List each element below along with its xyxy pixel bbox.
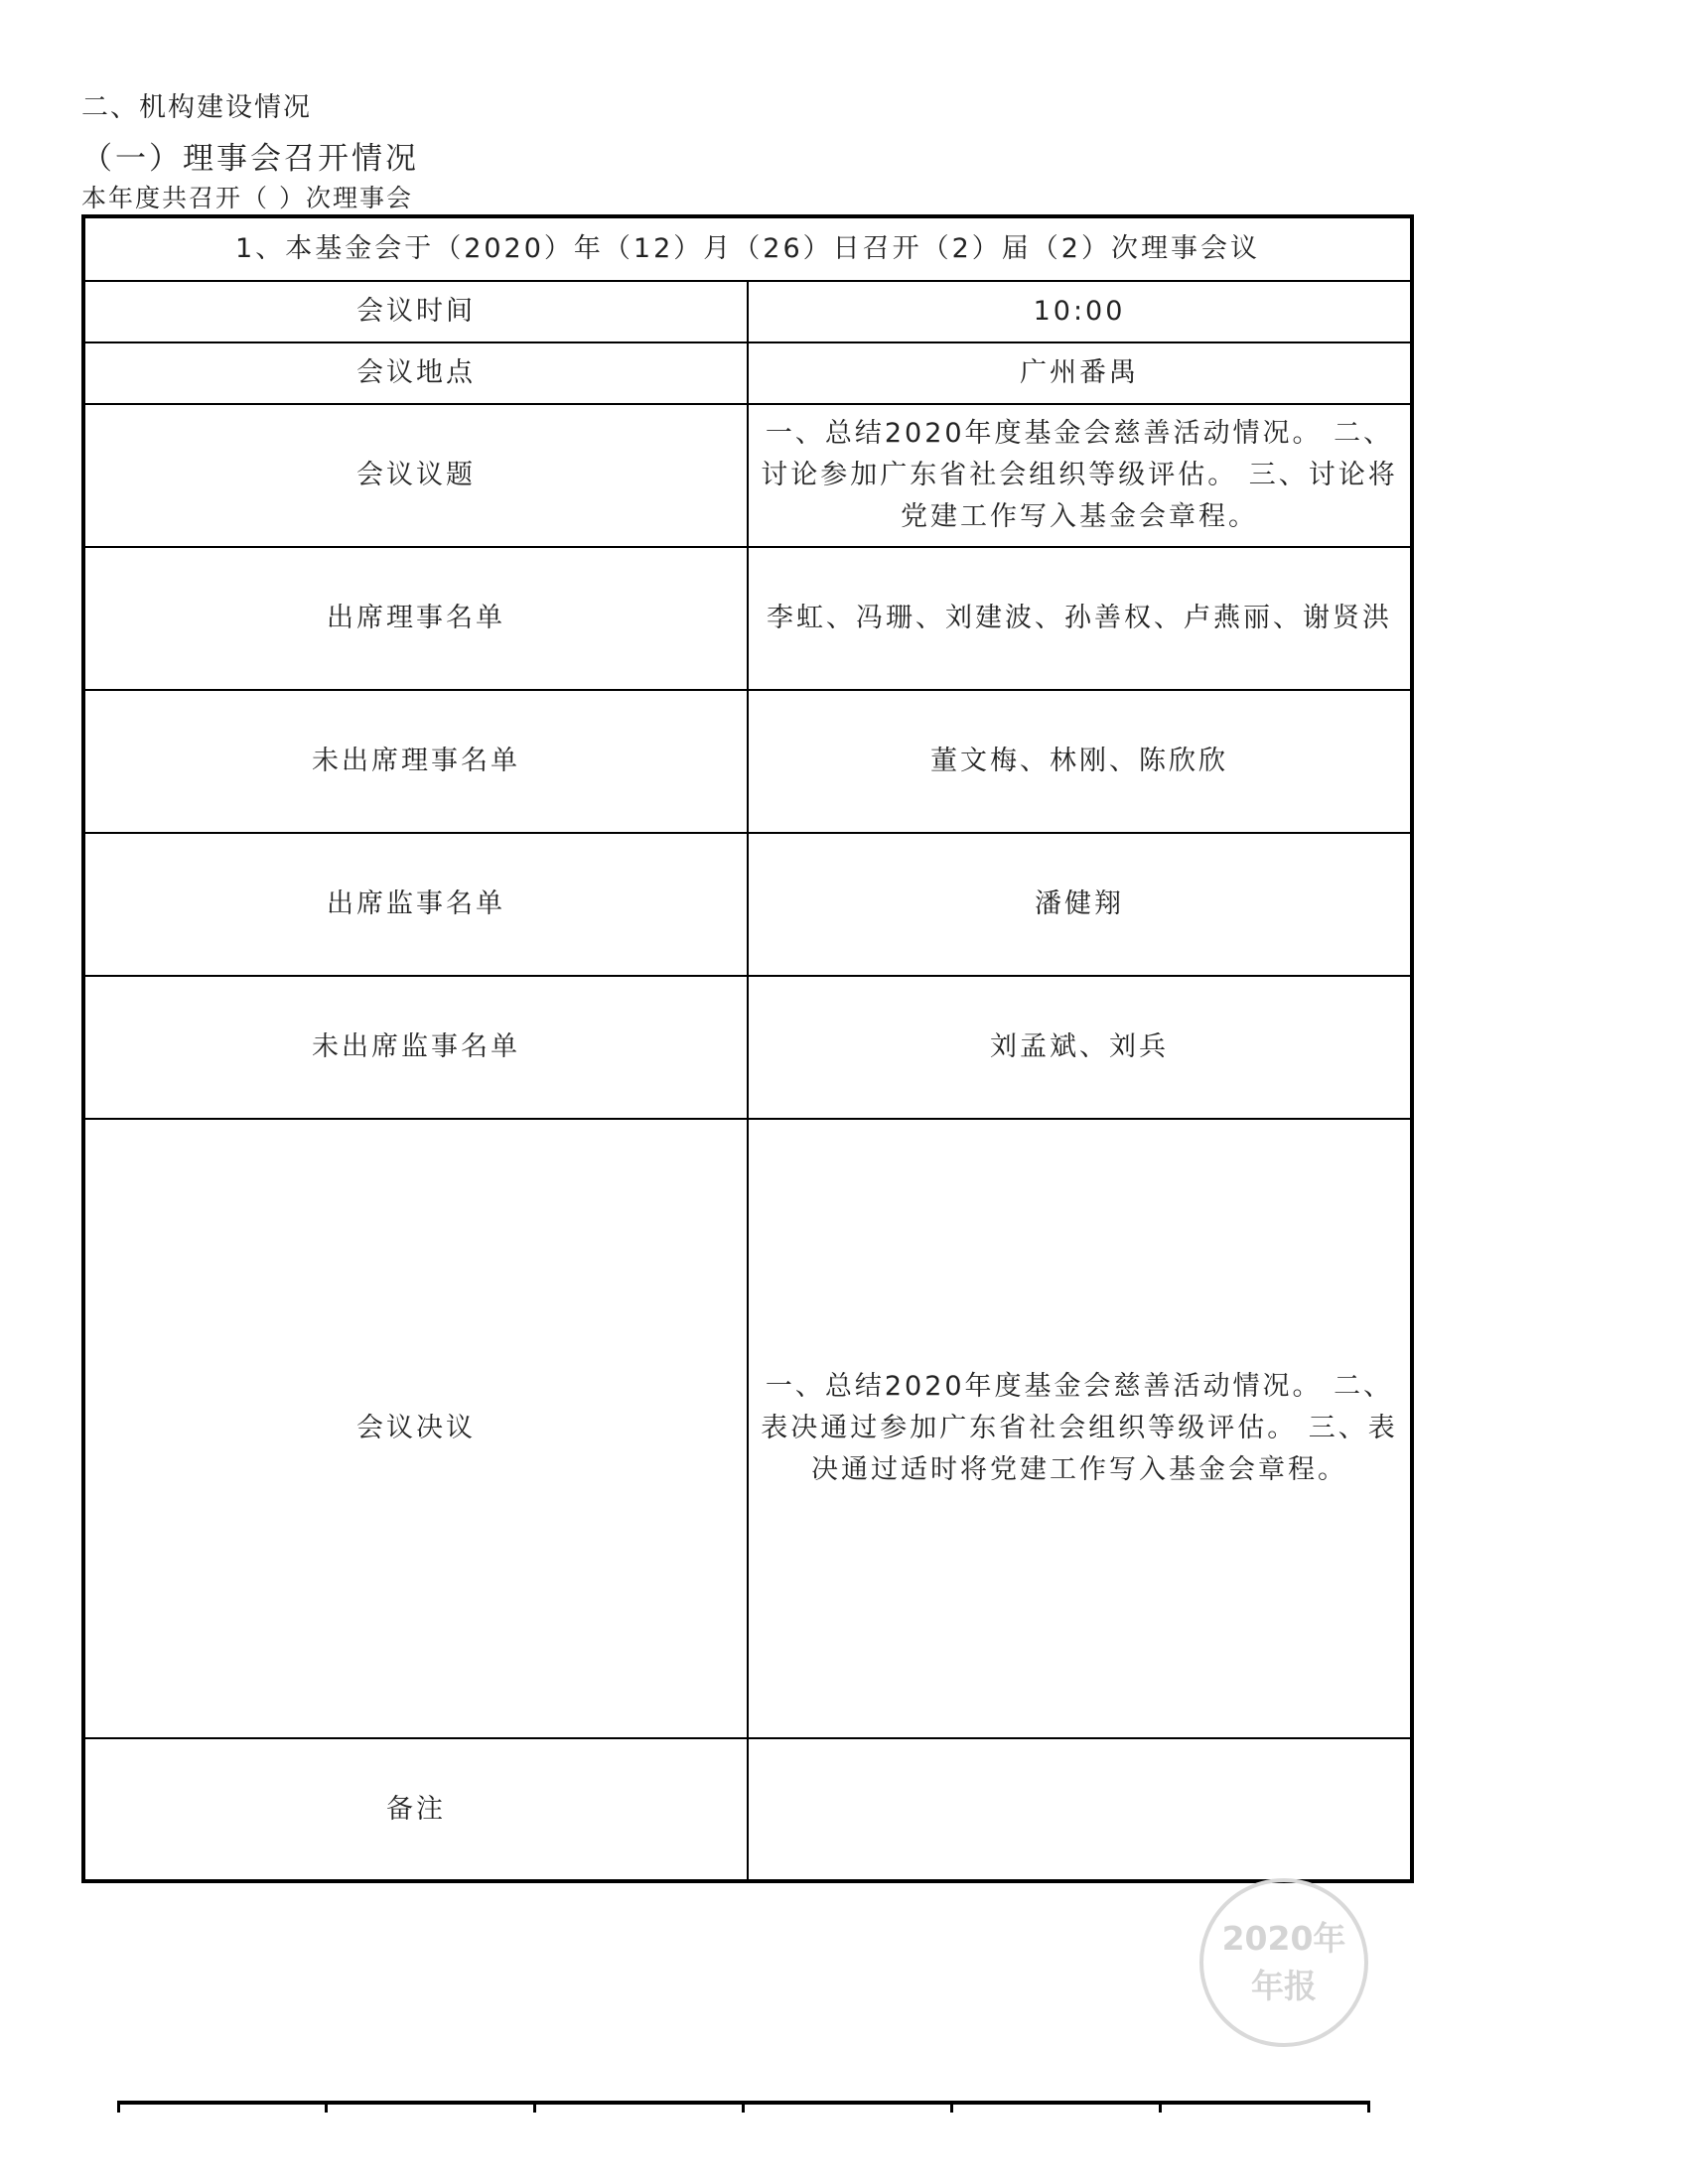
attended-supervisors-label: 出席监事名单 <box>83 833 748 976</box>
table-column-tick <box>117 2101 120 2113</box>
table-row <box>83 281 1412 342</box>
table-column-tick <box>1159 2101 1162 2113</box>
meeting-time-value: 10:00 <box>748 281 1412 342</box>
table-column-tick <box>533 2101 536 2113</box>
attended-supervisors-value: 潘健翔 <box>748 833 1412 976</box>
table-row <box>83 404 1412 547</box>
table-row <box>83 547 1412 690</box>
meeting-topics-label: 会议议题 <box>83 404 748 547</box>
annual-report-stamp <box>1199 1878 1368 2047</box>
stamp-year-text: 2020年 <box>1221 1919 1346 1958</box>
absent-supervisors-label: 未出席监事名单 <box>83 976 748 1119</box>
meeting-place-label: 会议地点 <box>83 342 748 404</box>
meeting-header: 1、本基金会于（2020）年（12）月（26）日召开（2）届（2）次理事会议 <box>83 216 1412 281</box>
table-column-tick <box>950 2101 953 2113</box>
table-column-tick <box>325 2101 328 2113</box>
board-meeting-table <box>81 214 1414 1883</box>
attended-directors-value: 李虹、冯珊、刘建波、孙善权、卢燕丽、谢贤洪 <box>748 547 1412 690</box>
table-row <box>83 216 1412 281</box>
resolutions-label: 会议决议 <box>83 1119 748 1738</box>
section-title: 二、机构建设情况 <box>81 92 312 123</box>
table-row <box>83 342 1412 404</box>
absent-supervisors-value: 刘孟斌、刘兵 <box>748 976 1412 1119</box>
table-row <box>83 833 1412 976</box>
stamp-report-text: 年报 <box>1251 1967 1317 2005</box>
table-row <box>83 976 1412 1119</box>
absent-directors-value: 董文梅、林刚、陈欣欣 <box>748 690 1412 833</box>
remarks-label: 备注 <box>83 1738 748 1881</box>
meeting-place-value: 广州番禺 <box>748 342 1412 404</box>
attended-directors-label: 出席理事名单 <box>83 547 748 690</box>
table-row <box>83 690 1412 833</box>
table-row <box>83 1119 1412 1738</box>
table-column-tick <box>742 2101 745 2113</box>
resolutions-value: 一、总结2020年度基金会慈善活动情况。 二、表决通过参加广东省社会组织等级评估。 三、表决通过适时将党建工作写入基金会章程。 <box>748 1119 1412 1738</box>
absent-directors-label: 未出席理事名单 <box>83 690 748 833</box>
meeting-topics-value: 一、总结2020年度基金会慈善活动情况。 二、讨论参加广东省社会组织等级评估。 三、讨论将党建工作写入基金会章程。 <box>748 404 1412 547</box>
table-column-tick <box>1367 2101 1370 2113</box>
remarks-value <box>748 1738 1412 1881</box>
table-row <box>83 1738 1412 1881</box>
meeting-time-label: 会议时间 <box>83 281 748 342</box>
meeting-count-text: 本年度共召开（ ）次理事会 <box>81 184 413 212</box>
sub-title: （一）理事会召开情况 <box>81 141 419 177</box>
